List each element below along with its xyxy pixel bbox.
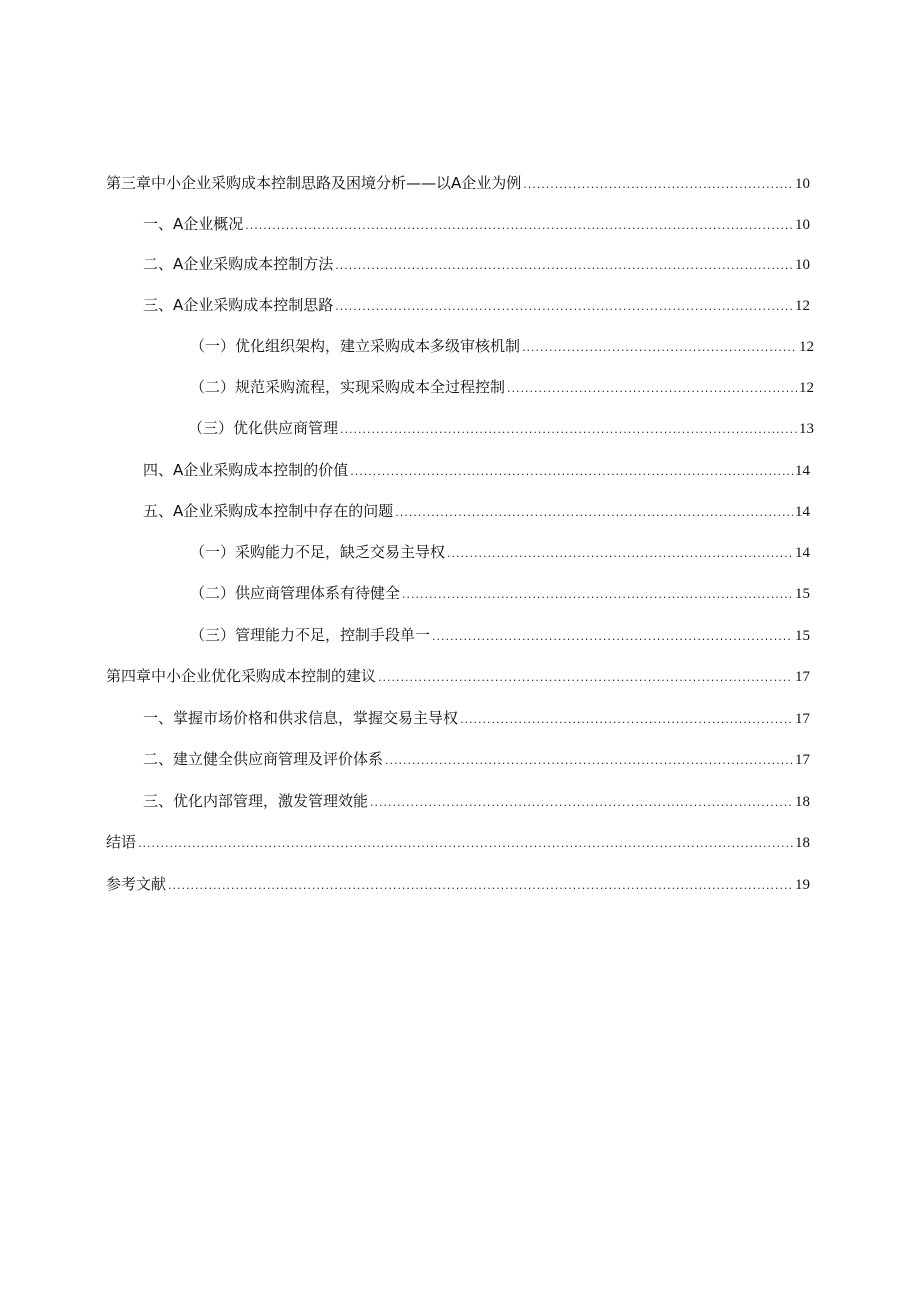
toc-entry-title: 二、建立健全供应商管理及评价体系: [143, 750, 384, 768]
toc-entry-page: 18: [795, 835, 810, 851]
toc-entry-title: 一、A企业概况: [143, 215, 244, 233]
toc-leader-dots: [402, 582, 793, 608]
toc-entry-title: 二、A企业采购成本控制方法: [143, 255, 334, 273]
toc-leader-dots: [335, 294, 793, 320]
toc-entry-title: 一、掌握市场价格和供求信息，掌握交易主导权: [143, 709, 459, 727]
toc-entry[interactable]: [188, 415, 814, 441]
toc-entry[interactable]: [106, 829, 810, 855]
toc-entry[interactable]: [143, 251, 810, 277]
toc-entry-page: 14: [795, 545, 810, 561]
toc-entry[interactable]: [143, 292, 810, 318]
toc-entry-title: （二）规范采购流程，实现采购成本全过程控制: [190, 378, 506, 396]
toc-leader-dots: [507, 376, 797, 402]
toc-leader-dots: [138, 831, 793, 857]
toc-entry-title: 结语: [106, 833, 137, 851]
toc-entry-title: （三）管理能力不足，控制手段单一: [190, 626, 431, 644]
toc-entry-title: （一）优化组织架构，建立采购成本多级审核机制: [190, 337, 521, 355]
toc-entry[interactable]: [190, 580, 810, 606]
toc-leader-dots: [395, 500, 793, 526]
toc-entry[interactable]: [190, 374, 814, 400]
toc-entry[interactable]: [143, 746, 810, 772]
toc-entry-title: 四、A企业采购成本控制的价值: [143, 461, 349, 479]
toc-entry-page: 17: [795, 752, 810, 768]
toc-leader-dots: [335, 253, 793, 279]
toc-entry-page: 10: [795, 176, 810, 192]
toc-entry-page: 15: [795, 628, 810, 644]
toc-leader-dots: [370, 790, 793, 816]
toc-leader-dots: [378, 665, 793, 691]
toc-entry-page: 12: [799, 339, 814, 355]
toc-entry-title: （一）采购能力不足，缺乏交易主导权: [190, 543, 446, 561]
toc-entry[interactable]: [143, 457, 810, 483]
toc-entry-title: 三、优化内部管理，激发管理效能: [143, 792, 369, 810]
toc-entry[interactable]: [190, 539, 810, 565]
toc-entry[interactable]: [106, 663, 810, 689]
toc-entry[interactable]: [190, 622, 810, 648]
toc-entry-page: 14: [795, 463, 810, 479]
toc-entry-title: （二）供应商管理体系有待健全: [190, 584, 401, 602]
toc-leader-dots: [447, 541, 793, 567]
toc-leader-dots: [385, 748, 793, 774]
toc-leader-dots: [460, 707, 793, 733]
toc-entry[interactable]: [106, 871, 810, 897]
toc-entry-title: 参考文献: [106, 875, 167, 893]
toc-entry-title: 第三章中小企业采购成本控制思路及困境分析——以A企业为例: [106, 174, 522, 192]
toc-leader-dots: [432, 624, 793, 650]
toc-leader-dots: [523, 172, 793, 198]
toc-entry-page: 15: [795, 586, 810, 602]
toc-entry[interactable]: [143, 705, 810, 731]
toc-entry[interactable]: [143, 211, 810, 237]
toc-leader-dots: [350, 459, 793, 485]
toc-entry[interactable]: [106, 170, 810, 196]
toc-entry-page: 10: [795, 217, 810, 233]
toc-entry-page: 17: [795, 669, 810, 685]
toc-entry-page: 14: [795, 504, 810, 520]
toc-leader-dots: [522, 335, 797, 361]
toc-entry-title: （三）优化供应商管理: [188, 419, 339, 437]
toc-entry-title: 第四章中小企业优化采购成本控制的建议: [106, 667, 377, 685]
toc-entry-page: 17: [795, 711, 810, 727]
toc-entry-page: 10: [795, 257, 810, 273]
toc-entry-title: 五、A企业采购成本控制中存在的问题: [143, 502, 394, 520]
toc-leader-dots: [340, 417, 797, 443]
toc-entry-page: 12: [795, 298, 810, 314]
toc-entry[interactable]: [190, 333, 814, 359]
toc-entry-page: 12: [799, 380, 814, 396]
toc-leader-dots: [168, 873, 793, 899]
toc-entry-title: 三、A企业采购成本控制思路: [143, 296, 334, 314]
toc-entry[interactable]: [143, 498, 810, 524]
toc-entry-page: 18: [795, 794, 810, 810]
toc-entry[interactable]: [143, 788, 810, 814]
toc-leader-dots: [245, 213, 793, 239]
toc-entry-page: 19: [795, 877, 810, 893]
toc-entry-page: 13: [799, 421, 814, 437]
